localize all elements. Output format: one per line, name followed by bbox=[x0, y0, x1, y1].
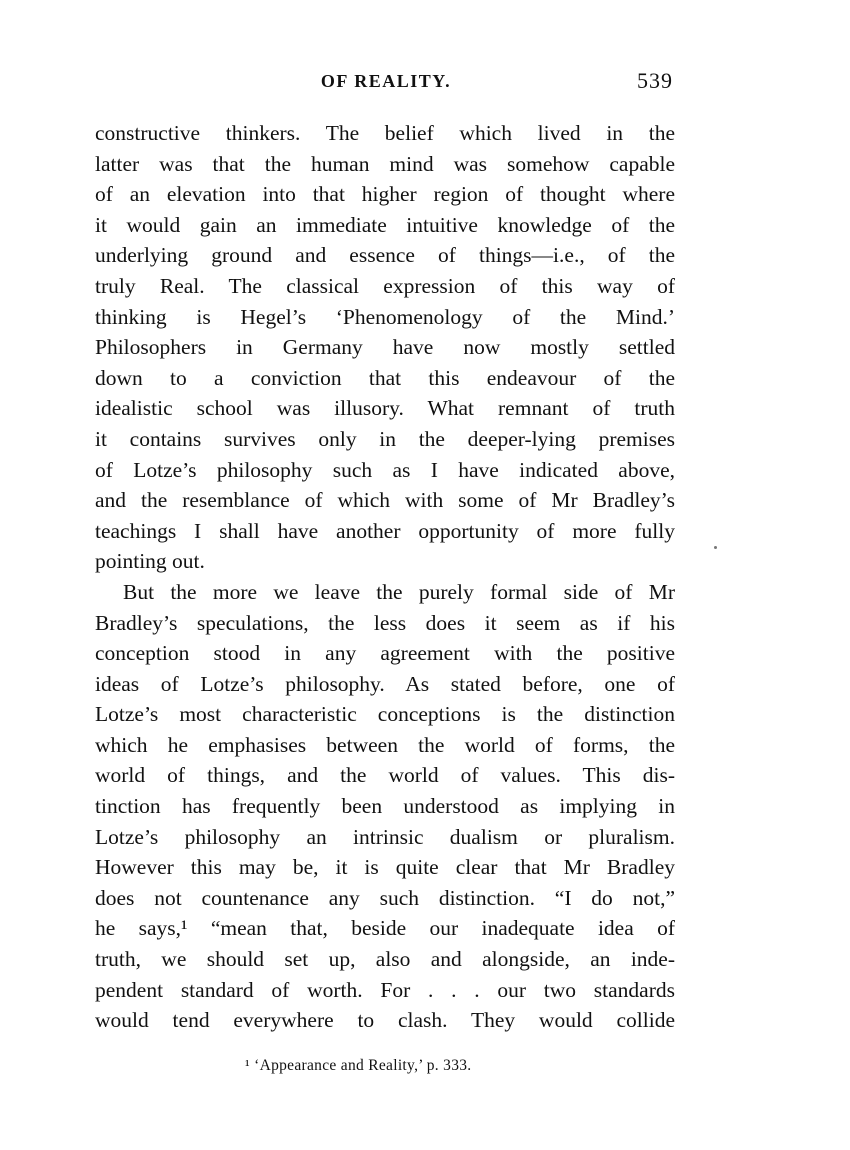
text-line: pointing out. bbox=[95, 549, 205, 574]
text-line: it would gain an immediate intuitive knowledge of the bbox=[95, 212, 675, 237]
text-line: latter was that the human mind was somehow capable bbox=[95, 151, 675, 176]
text-line: which he emphasises between the world of forms, the bbox=[95, 732, 675, 757]
text-line: idealistic school was illusory. What remnant of truth bbox=[95, 396, 675, 421]
text-line: Lotze’s most characteristic conceptions is the distinction bbox=[95, 702, 675, 727]
text-line: of an elevation into that higher region of thought where bbox=[95, 182, 675, 207]
text-line: pendent standard of worth. For . . . our two standards bbox=[95, 977, 675, 1002]
text-line: Bradley’s speculations, the less does it seem as if his bbox=[95, 610, 675, 635]
print-speck bbox=[714, 546, 717, 549]
text-line: down to a conviction that this endeavour of the bbox=[95, 365, 675, 390]
text-line: does not countenance any such distinction. “I do not,” bbox=[95, 885, 675, 910]
text-line: constructive thinkers. The belief which lived in the bbox=[95, 121, 675, 145]
text-line: underlying ground and essence of things—i.e., of the bbox=[95, 243, 675, 268]
text-line: Lotze’s philosophy an intrinsic dualism or pluralism. bbox=[95, 824, 675, 849]
text-line: Philosophers in Germany have now mostly settled bbox=[95, 335, 675, 360]
text-line: truly Real. The classical expression of this way of bbox=[95, 273, 675, 298]
text-line: conception stood in any agreement with the positive bbox=[95, 641, 675, 666]
text-line: of Lotze’s philosophy such as I have indicated above, bbox=[95, 457, 675, 482]
footnote: ¹ ‘Appearance and Reality,’ p. 333. bbox=[245, 1057, 472, 1074]
text-line: it contains survives only in the deeper-lying premises bbox=[95, 426, 675, 451]
page-number: 539 bbox=[637, 68, 673, 93]
running-title: OF REALITY. bbox=[320, 71, 452, 91]
text-line: thinking is Hegel’s ‘Phenomenology of the Mind.’ bbox=[95, 304, 675, 329]
paragraph-first-line: But the more we leave the purely formal side of Mr bbox=[123, 579, 675, 604]
running-head bbox=[95, 68, 677, 98]
text-line: ideas of Lotze’s philosophy. As stated before, one of bbox=[95, 671, 675, 696]
body-text bbox=[95, 118, 675, 1036]
text-line: However this may be, it is quite clear that Mr Bradley bbox=[95, 855, 675, 880]
text-line: world of things, and the world of values. This dis- bbox=[95, 763, 675, 788]
text-line: teachings I shall have another opportunity of more fully bbox=[95, 518, 675, 543]
text-line: truth, we should set up, also and alongside, an inde- bbox=[95, 947, 675, 972]
text-line: would tend everywhere to clash. They would collide bbox=[95, 1008, 675, 1033]
text-line: he says,¹ “mean that, beside our inadequate idea of bbox=[95, 916, 675, 941]
text-line: tinction has frequently been understood as implying in bbox=[95, 794, 675, 819]
text-line: and the resemblance of which with some of Mr Bradley’s bbox=[95, 488, 675, 513]
